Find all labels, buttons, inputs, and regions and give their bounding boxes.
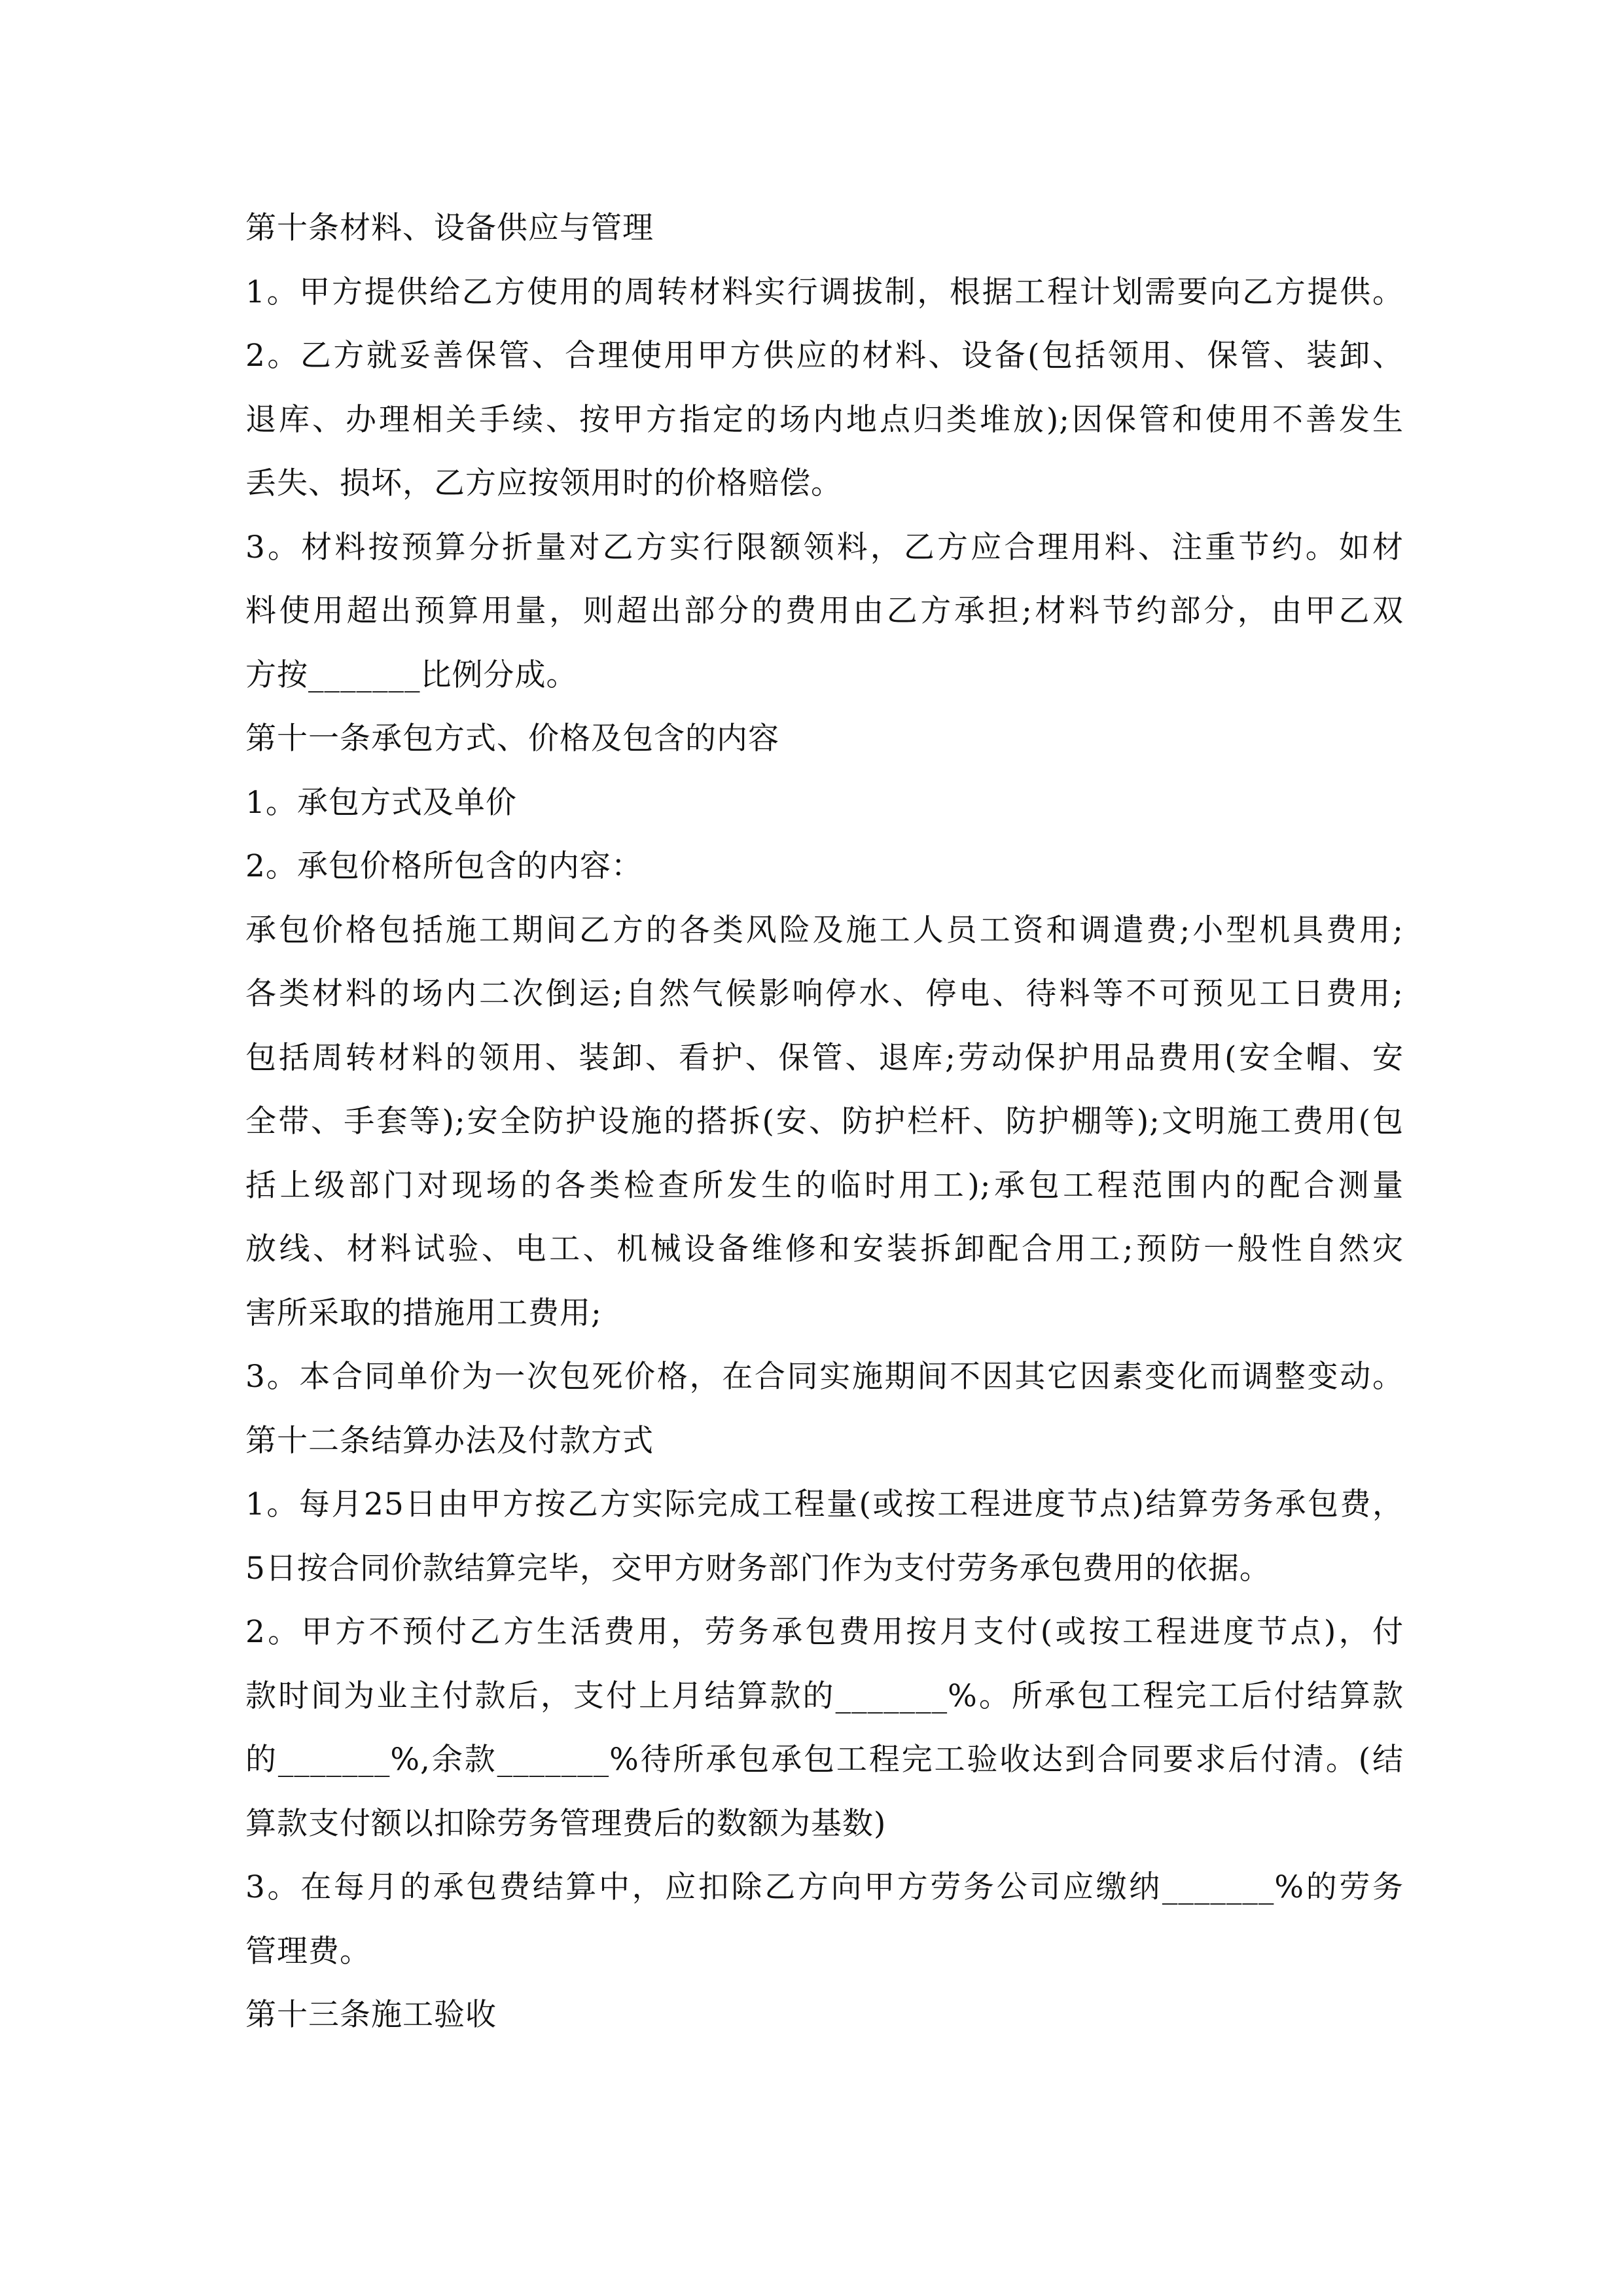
paragraph-line: 料使用超出预算用量，则超出部分的费用由乙方承担;材料节约部分，由甲乙双	[245, 593, 1404, 629]
paragraph-line: 括上级部门对现场的各类检查所发生的临时用工);承包工程范围内的配合测量	[245, 1167, 1404, 1204]
section-heading-10: 第十条材料、设备供应与管理	[245, 210, 654, 246]
section-heading-11: 第十一条承包方式、价格及包含的内容	[245, 721, 779, 757]
paragraph-line: 各类材料的场内二次倒运;自然气候影响停水、停电、待料等不可预见工日费用;	[245, 976, 1404, 1012]
paragraph-line: 放线、材料试验、电工、机械设备维修和安装拆卸配合用工;预防一般性自然灾	[245, 1231, 1404, 1267]
paragraph-line: 1。甲方提供给乙方使用的周转材料实行调拔制，根据工程计划需要向乙方提供。	[245, 274, 1404, 310]
paragraph-line: 算款支付额以扣除劳务管理费后的数额为基数)	[245, 1805, 887, 1842]
paragraph-line: 退库、办理相关手续、按甲方指定的场内地点归类堆放);因保管和使用不善发生	[245, 401, 1404, 438]
paragraph-line: 的_______%,余款_______%待所承包承包工程完工验收达到合同要求后付清。(结	[245, 1742, 1404, 1778]
paragraph-line: 承包价格包括施工期间乙方的各类风险及施工人员工资和调遣费;小型机具费用;	[245, 912, 1404, 948]
paragraph-line: 2。乙方就妥善保管、合理使用甲方供应的材料、设备(包括领用、保管、装卸、	[245, 338, 1404, 374]
paragraph-line: 方按_______比例分成。	[245, 656, 578, 693]
paragraph-line: 5日按合同价款结算完毕，交甲方财务部门作为支付劳务承包费用的依据。	[245, 1550, 1271, 1587]
paragraph-line: 3。本合同单价为一次包死价格，在合同实施期间不因其它因素变化而调整变动。	[245, 1359, 1404, 1395]
paragraph-line: 全带、手套等);安全防护设施的搭拆(安、防护栏杆、防护棚等);文明施工费用(包	[245, 1103, 1404, 1139]
paragraph-line: 2。承包价格所包含的内容：	[245, 848, 643, 884]
section-heading-12: 第十二条结算办法及付款方式	[245, 1422, 654, 1459]
paragraph-line: 丢失、损坏，乙方应按领用时的价格赔偿。	[245, 465, 842, 501]
paragraph-line: 2。甲方不预付乙方生活费用，劳务承包费用按月支付(或按工程进度节点)，付	[245, 1614, 1404, 1650]
document-page	[245, 196, 1404, 2047]
paragraph-line: 款时间为业主付款后，支付上月结算款的_______%。所承包工程完工后付结算款	[245, 1677, 1404, 1714]
section-heading-13: 第十三条施工验收	[245, 1997, 497, 2033]
paragraph-line: 管理费。	[245, 1933, 371, 1969]
paragraph-line: 1。承包方式及单价	[245, 784, 517, 821]
paragraph-line: 包括周转材料的领用、装卸、看护、保管、退库;劳动保护用品费用(安全帽、安	[245, 1039, 1404, 1076]
paragraph-line: 1。每月25日由甲方按乙方实际完成工程量(或按工程进度节点)结算劳务承包费，	[245, 1486, 1404, 1522]
paragraph-line: 3。材料按预算分折量对乙方实行限额领料，乙方应合理用料、注重节约。如材	[245, 529, 1404, 565]
paragraph-line: 3。在每月的承包费结算中，应扣除乙方向甲方劳务公司应缴纳_______%的劳务	[245, 1869, 1404, 1905]
paragraph-line: 害所采取的措施用工费用;	[245, 1295, 602, 1331]
